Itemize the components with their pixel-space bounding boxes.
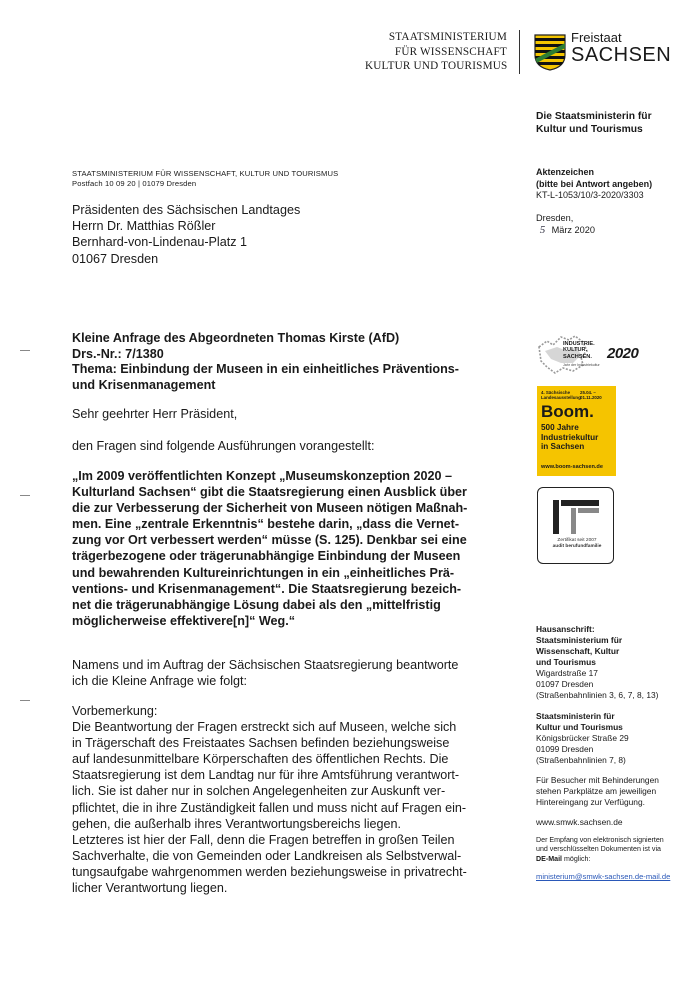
- preliminary-line: auf landesunmittelbare Körperschaften des öffentlichen Rechts. Die: [72, 752, 449, 767]
- ik-line-3: SACHSEN.: [563, 353, 592, 360]
- file-reference: [536, 167, 696, 202]
- quote-line: und bewahrenden Kultureinrichtungen in ein „einheitliches Prä-: [72, 565, 455, 580]
- freistaat-label: Freistaat: [571, 30, 622, 45]
- intro-text: den Fragen sind folgende Ausführungen vorangestellt:: [72, 439, 375, 453]
- recipient-line-2: Herrn Dr. Matthias Rößler: [72, 219, 216, 234]
- file-reference-label: Aktenzeichen: [536, 167, 595, 177]
- quote-line: net die trägerunabhängige Lösung dabei als den „mittelfristig: [72, 597, 441, 612]
- address-org: Wissenschaft, Kultur: [536, 646, 620, 656]
- quote-line: ventions- und Krisenmanagement“. Die Staatsregierung bezeich-: [72, 581, 462, 596]
- ik-tagline: Jahr der Industriekultur: [563, 363, 600, 367]
- subject-line-1: Kleine Anfrage des Abgeordneten Thomas Kirste (AfD): [72, 331, 400, 345]
- boom-exhibition-logo: [537, 386, 616, 476]
- address-street: Wigardstraße 17: [536, 668, 598, 678]
- minister-title-line-2: Kultur und Tourismus: [536, 124, 643, 135]
- parking-line: Für Besucher mit Behinderungen: [536, 775, 659, 785]
- sender-name: STAATSMINISTERIUM FÜR WISSENSCHAFT, KULTUR UND TOURISMUS: [72, 169, 339, 178]
- quoted-question-text: [72, 468, 516, 629]
- preliminary-line: Sachverhalte, die von Gemeinden oder Landkreisen als Selbstverwal-: [72, 848, 462, 863]
- subject-block: [72, 331, 502, 393]
- answer-intro-line: ich die Kleine Anfrage wie folgt:: [72, 674, 248, 689]
- ministry-wordmark: [365, 30, 507, 74]
- industriekultur-logo: [537, 333, 647, 383]
- file-reference-hint: (bitte bei Antwort angeben): [536, 178, 653, 189]
- salutation: Sehr geehrter Herr Präsident,: [72, 407, 238, 421]
- address-city: 01097 Dresden: [536, 679, 594, 689]
- audit-line-1: Zertifikat seit 2007: [557, 538, 597, 543]
- email-note-line: Der Empfang von elektronisch signierten: [536, 836, 664, 844]
- minister-title: [536, 110, 686, 136]
- preliminary-line: in Trägerschaft des Freistaates Sachsen befinden beziehungsweise: [72, 736, 450, 751]
- preliminary-line: Die Beantwortung der Fragen erstreckt sich auf Museen, welche sich: [72, 720, 457, 735]
- subject-line-3: Thema: Einbindung der Museen in ein einheitliches Präventions-: [72, 362, 459, 376]
- sachsen-wordmark: SACHSEN: [571, 44, 672, 66]
- boom-sub-line: in Sachsen: [541, 442, 585, 452]
- ministry-line-2: FÜR WISSENSCHAFT: [394, 45, 507, 58]
- address-org: und Tourismus: [536, 657, 596, 667]
- minister-tram: (Straßenbahnlinien 7, 8): [536, 755, 626, 765]
- audit-berufundfamilie-logo: [537, 487, 614, 564]
- address-title: Hausanschrift:: [536, 624, 595, 634]
- ministry-line-3: KULTUR UND TOURISMUS: [365, 60, 508, 72]
- answer-intro-line: Namens und im Auftrag der Sächsischen Staatsregierung beantworte: [72, 658, 459, 672]
- preliminary-line: pflichtet, die in ihre Zuständigkeit fallen und muss nicht auf Fragen ein-: [72, 800, 467, 815]
- recipient-line-1: Präsidenten des Sächsischen Landtages: [72, 203, 301, 217]
- boom-sub-line: Industriekultur: [541, 432, 599, 442]
- quote-line: die zur Verbesserung der Sicherheit von Museen nötigen Maßnah-: [72, 501, 468, 516]
- minister-street: Königsbrücker Straße 29: [536, 733, 629, 743]
- boom-small-right: 25.04. – 01.11.2020: [580, 390, 602, 400]
- preliminary-line: Letzteres ist hier der Fall, denn die Fragen betreffen in großen Teilen: [72, 832, 455, 847]
- parking-line: Hintereingang zur Verfügung.: [536, 797, 645, 807]
- date-month-year: März 2020: [551, 224, 595, 235]
- website-text: www.smwk.sachsen.de: [536, 817, 623, 827]
- preliminary-line: gehen, die außerhalb ihres Verantwortungsbereichs liegen.: [72, 816, 402, 831]
- recipient-line-3: Bernhard-von-Lindenau-Platz 1: [72, 235, 248, 250]
- recipient-address: [72, 202, 300, 267]
- punch-mark: [20, 495, 30, 496]
- quote-line: möglicherweise effektivere[n]“ Weg.“: [72, 613, 296, 628]
- header-divider: [519, 30, 520, 74]
- quote-line: Kulturland Sachsen“ gibt die Staatsregierung einen Ausblick über: [72, 485, 467, 500]
- date-day-handwritten: 5: [539, 223, 546, 236]
- subject-line-4: und Krisenmanagement: [72, 377, 216, 392]
- boom-title: Boom.: [541, 402, 594, 421]
- email-note-rest: möglich:: [562, 854, 591, 863]
- email-note-line: und verschlüsselten Dokumenten ist via: [536, 845, 661, 854]
- quote-line: zung vor Ort verbessert werden“ müsse (S. 125). Denkbar sei eine: [72, 533, 467, 548]
- boom-small-left: 4. Sächsische Landesausstellung: [541, 390, 581, 400]
- file-reference-number: KT-L-1053/10/3-2020/3303: [536, 190, 644, 200]
- preliminary-line: lich. Sie ist daher nur in solchen Angelegenheiten zur Auskunft ver-: [72, 784, 446, 799]
- ik-line-1: INDUSTRIE.: [563, 341, 595, 347]
- date-place: Dresden,: [536, 213, 574, 223]
- preliminary-line: Staatsregierung ist dem Landtag nur für ihre Amtsführung verantwort-: [72, 768, 460, 783]
- quote-line: „Im 2009 veröffentlichten Konzept „Museumskonzeption 2020 –: [72, 469, 453, 483]
- fold-mark: [20, 350, 30, 351]
- minister-title-line-1: Die Staatsministerin für: [536, 111, 652, 122]
- preliminary-remark: [72, 703, 512, 896]
- address-org: Staatsministerium für: [536, 635, 623, 645]
- subject-line-2: Drs.-Nr.: 7/1380: [72, 346, 164, 361]
- preliminary-line: tungsaufgabe wahrgenommen werden beziehungsweise in privatrecht-: [72, 864, 467, 879]
- address-block: [536, 624, 696, 701]
- letter-date: [536, 213, 595, 236]
- parking-note: [536, 775, 696, 808]
- answer-intro: [72, 657, 512, 689]
- quote-line: trägerbezogene oder trägerunabhängige Einbindung der Museen: [72, 549, 461, 564]
- parking-line: stehen Parkplätze am jeweiligen: [536, 786, 657, 796]
- demail-label: DE-Mail: [536, 854, 563, 863]
- ik-line-2: KULTUR.: [563, 347, 588, 354]
- quote-line: men. Eine „zentrale Erkenntnis“ bestehe darin, „dass die Vernet-: [72, 517, 460, 532]
- minister-address-block: [536, 711, 696, 766]
- minister-org: Staatsministerin für: [536, 711, 615, 721]
- email-link[interactable]: ministerium@smwk-sachsen.de-mail.de: [536, 872, 671, 881]
- recipient-line-4: 01067 Dresden: [72, 251, 159, 266]
- saxony-coat-of-arms-icon: [533, 31, 567, 71]
- audit-line-2: audit berufundfamilie: [552, 544, 602, 549]
- address-tram: (Straßenbahnlinien 3, 6, 7, 8, 13): [536, 690, 659, 700]
- ministry-line-1: STAATSMINISTERIUM: [388, 31, 507, 43]
- minister-city: 01099 Dresden: [536, 744, 594, 754]
- preliminary-line: licher Verantwortung liegen.: [72, 881, 228, 896]
- boom-url: www.boom-sachsen.de: [541, 464, 603, 470]
- audit-caption: [542, 538, 612, 550]
- audit-mark-icon: [553, 500, 599, 534]
- boom-subtitle: [541, 423, 598, 452]
- minister-org: Kultur und Tourismus: [536, 722, 623, 732]
- fold-mark: [20, 700, 30, 701]
- email-note: [536, 836, 696, 864]
- sender-postbox: Postfach 10 09 20 | 01079 Dresden: [72, 178, 197, 188]
- boom-sub-line: 500 Jahre: [541, 423, 579, 432]
- sender-line: [72, 169, 338, 188]
- preliminary-title: Vorbemerkung:: [72, 704, 158, 718]
- ik-year: 2020: [607, 345, 639, 362]
